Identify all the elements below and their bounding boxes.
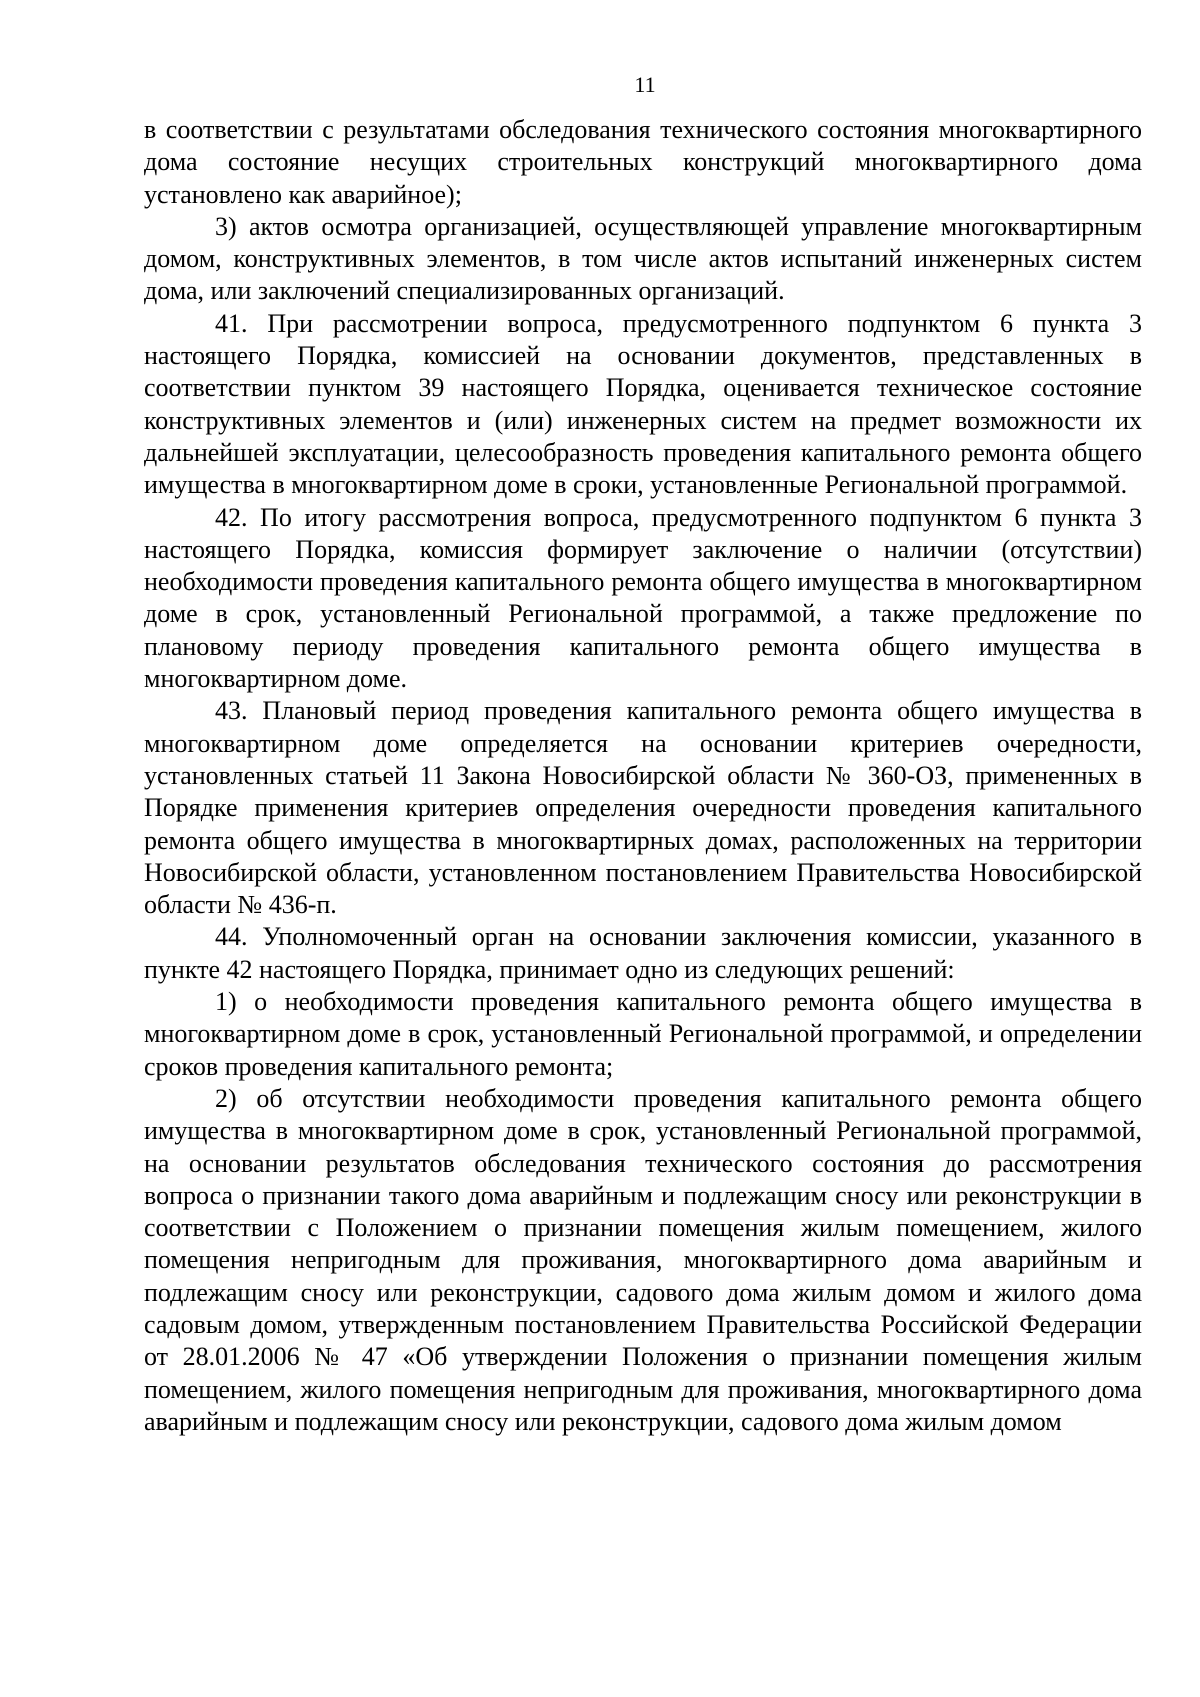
paragraph-clause-42: 42. По итогу рассмотрения вопроса, предусмотренного подпунктом 6 пункта 3 настоящего Порядка, комиссия формирует заключение о наличии (отсутствии) необходимости проведения капитального ремонта общего имущества в многоквартирном доме в срок, установленный Региональной программой, а также предложение по плановому периоду проведения капитального ремонта общего имущества в многоквартирном доме.: [144, 502, 1142, 694]
paragraph-clause-44: 44. Уполномоченный орган на основании заключения комиссии, указанного в пункте 42 настоящего Порядка, принимает одно из следующих решений:: [144, 922, 1142, 984]
paragraph-decision-1: 1) о необходимости проведения капитального ремонта общего имущества в многоквартирном доме в срок, установленный Региональной программой, и определении сроков проведения капитального ремонта;: [144, 987, 1142, 1081]
paragraph-subitem-3: 3) актов осмотра организацией, осуществляющей управление многоквартирным домом, конструктивных элементов, в том числе актов испытаний инженерных систем дома, или заключений специализированных организаций.: [144, 211, 1142, 306]
paragraph-clause-41: 41. При рассмотрении вопроса, предусмотренного подпунктом 6 пункта 3 настоящего Порядка, комиссией на основании документов, представленных в соответствии пунктом 39 настоящего Порядка, оценивается техническое состояние конструктивных элементов и (или) инженерных систем на предмет возможности их дальнейшей эксплуатации, целесообразность проведения капитального ремонта общего имущества в многоквартирном доме в сроки, установленные Региональной программой.: [144, 308, 1142, 500]
paragraph-continuation: в соответствии с результатами обследования технического состояния многоквартирного дома состояние несущих строительных конструкций многоквартирного дома установлено как аварийное);: [144, 115, 1142, 209]
paragraph-decision-2: 2) об отсутствии необходимости проведения капитального ремонта общего имущества в многоквартирном доме в срок, установленный Региональной программой, на основании результатов обследования технического состояния до рассмотрения вопроса о признании такого дома аварийным и подлежащим сносу или реконструкции в соответствии с Положением о признании помещения жилым помещением, жилого помещения непригодным для проживания, многоквартирного дома аварийным и подлежащим сносу или реконструкции, садового дома жилым домом и жилого дома садовым домом, утвержденным постановлением Правительства Российской Федерации от 28.01.2006 № 47 «Об утверждении Положения о признании помещения жилым помещением, жилого помещения непригодным для проживания, многоквартирного дома аварийным и подлежащим сносу или реконструкции, садового дома жилым домом: [144, 1083, 1142, 1436]
document-body: [144, 114, 1142, 1438]
paragraph-clause-43: 43. Плановый период проведения капитального ремонта общего имущества в многоквартирном доме определяется на основании критериев очередности, установленных статьей 11 Закона Новосибирской области № 360-ОЗ, примененных в Порядке применения критериев определения очередности проведения капитального ремонта общего имущества в многоквартирных домах, расположенных на территории Новосибирской области, установленном постановлением Правительства Новосибирской области № 436-п.: [144, 696, 1142, 920]
page-number: 11: [634, 72, 656, 97]
